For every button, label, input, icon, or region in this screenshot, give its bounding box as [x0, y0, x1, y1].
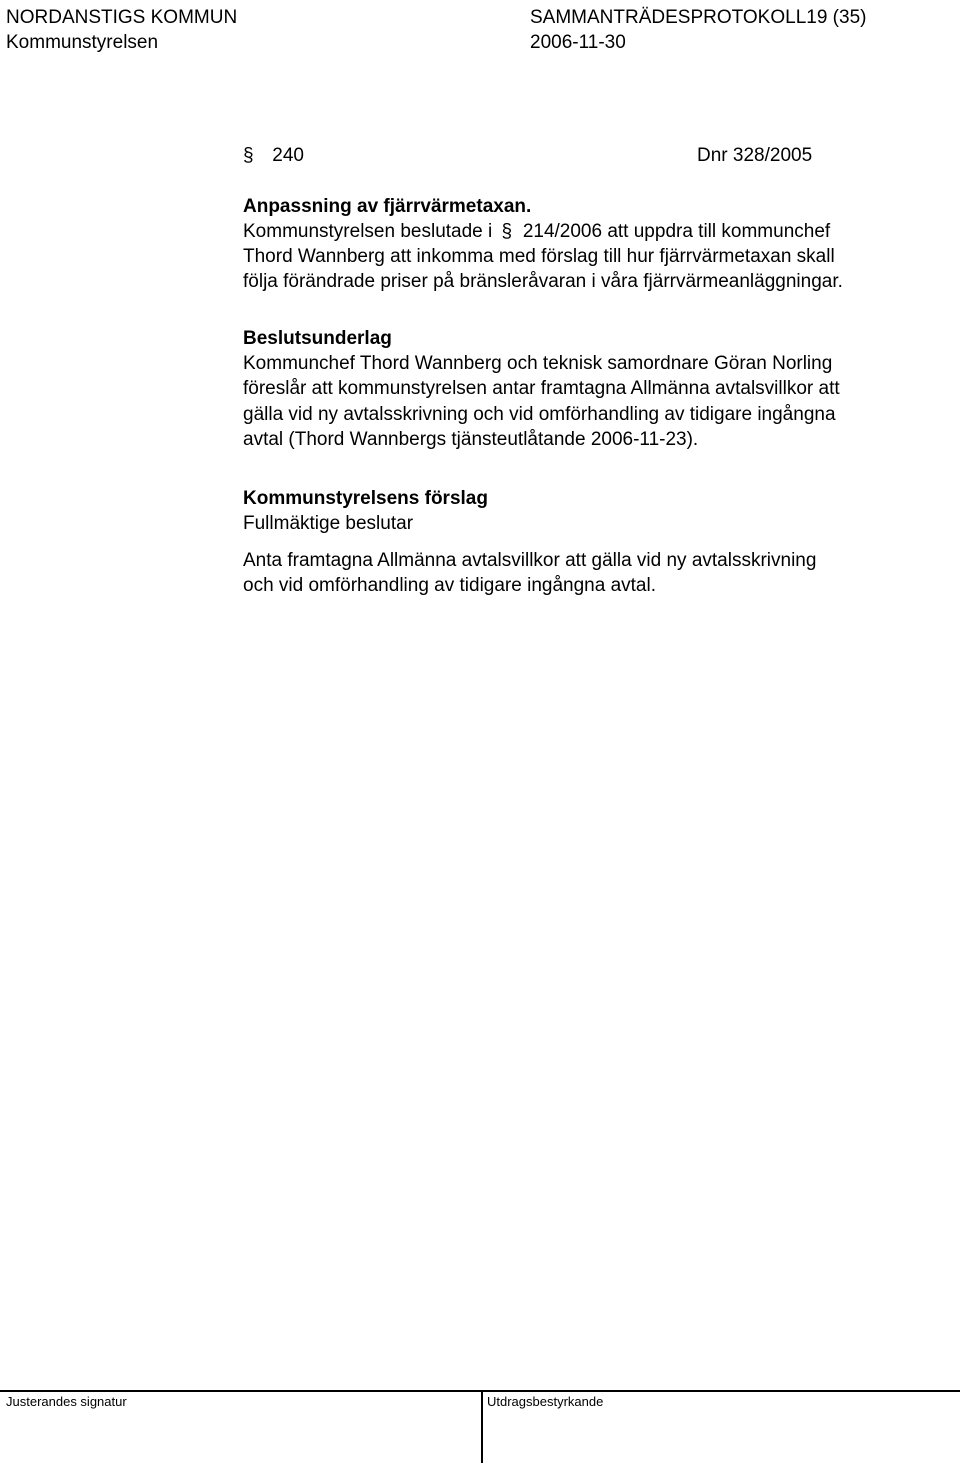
- beslutsunderlag-heading: Beslutsunderlag: [243, 328, 392, 349]
- beslutsunderlag-line-4: avtal (Thord Wannbergs tjänsteutlåtande 2006-11-23).: [243, 429, 699, 450]
- header-date: 2006-11-30: [530, 32, 626, 53]
- forslag-line-2: och vid omförhandling av tidigare ingångna avtal.: [243, 575, 656, 596]
- section-sign: §: [243, 145, 254, 166]
- header-doc-type: [530, 6, 866, 30]
- header-doc-type-label: SAMMANTRÄDESPROTOKOLL: [530, 7, 807, 28]
- intro-line-1-b: 214/2006 att uppdra till kommunchef: [522, 221, 831, 242]
- intro-line-3: följa förändrade priser på bränsleråvaran i våra fjärrvärmeanläggningar.: [243, 271, 843, 292]
- item-number: 240: [272, 145, 304, 166]
- header-page-number: 19 (35): [806, 7, 867, 28]
- intro-line-1-a: Kommunstyrelsen beslutade i: [243, 221, 493, 242]
- footer-signature-label: Justerandes signatur: [6, 1394, 127, 1409]
- beslutsunderlag-line-2: föreslår att kommunstyrelsen antar framtagna Allmänna avtalsvillkor att: [243, 378, 840, 399]
- forslag-heading: Kommunstyrelsens förslag: [243, 488, 488, 509]
- beslutsunderlag-line-1: Kommunchef Thord Wannberg och teknisk samordnare Göran Norling: [243, 353, 833, 374]
- item-dnr: Dnr 328/2005: [697, 145, 813, 166]
- footer-certification-label: Utdragsbestyrkande: [487, 1394, 604, 1409]
- forslag-line-1: Anta framtagna Allmänna avtalsvillkor att gälla vid ny avtalsskrivning: [243, 550, 817, 571]
- item-title: Anpassning av fjärrvärmetaxan.: [243, 196, 532, 217]
- header-org: NORDANSTIGS KOMMUN: [6, 7, 238, 28]
- intro-line-1: [243, 219, 830, 244]
- footer-divider: [0, 1390, 960, 1392]
- intro-section-sign: §: [501, 221, 513, 242]
- footer-column-divider: [481, 1390, 483, 1463]
- forslag-subheading: Fullmäktige beslutar: [243, 513, 414, 534]
- item-number-line: [243, 143, 831, 168]
- intro-line-2: Thord Wannberg att inkomma med förslag till hur fjärrvärmetaxan skall: [243, 246, 835, 267]
- beslutsunderlag-line-3: gälla vid ny avtalsskrivning och vid omförhandling av tidigare ingångna: [243, 404, 836, 425]
- header-body: Kommunstyrelsen: [6, 32, 159, 53]
